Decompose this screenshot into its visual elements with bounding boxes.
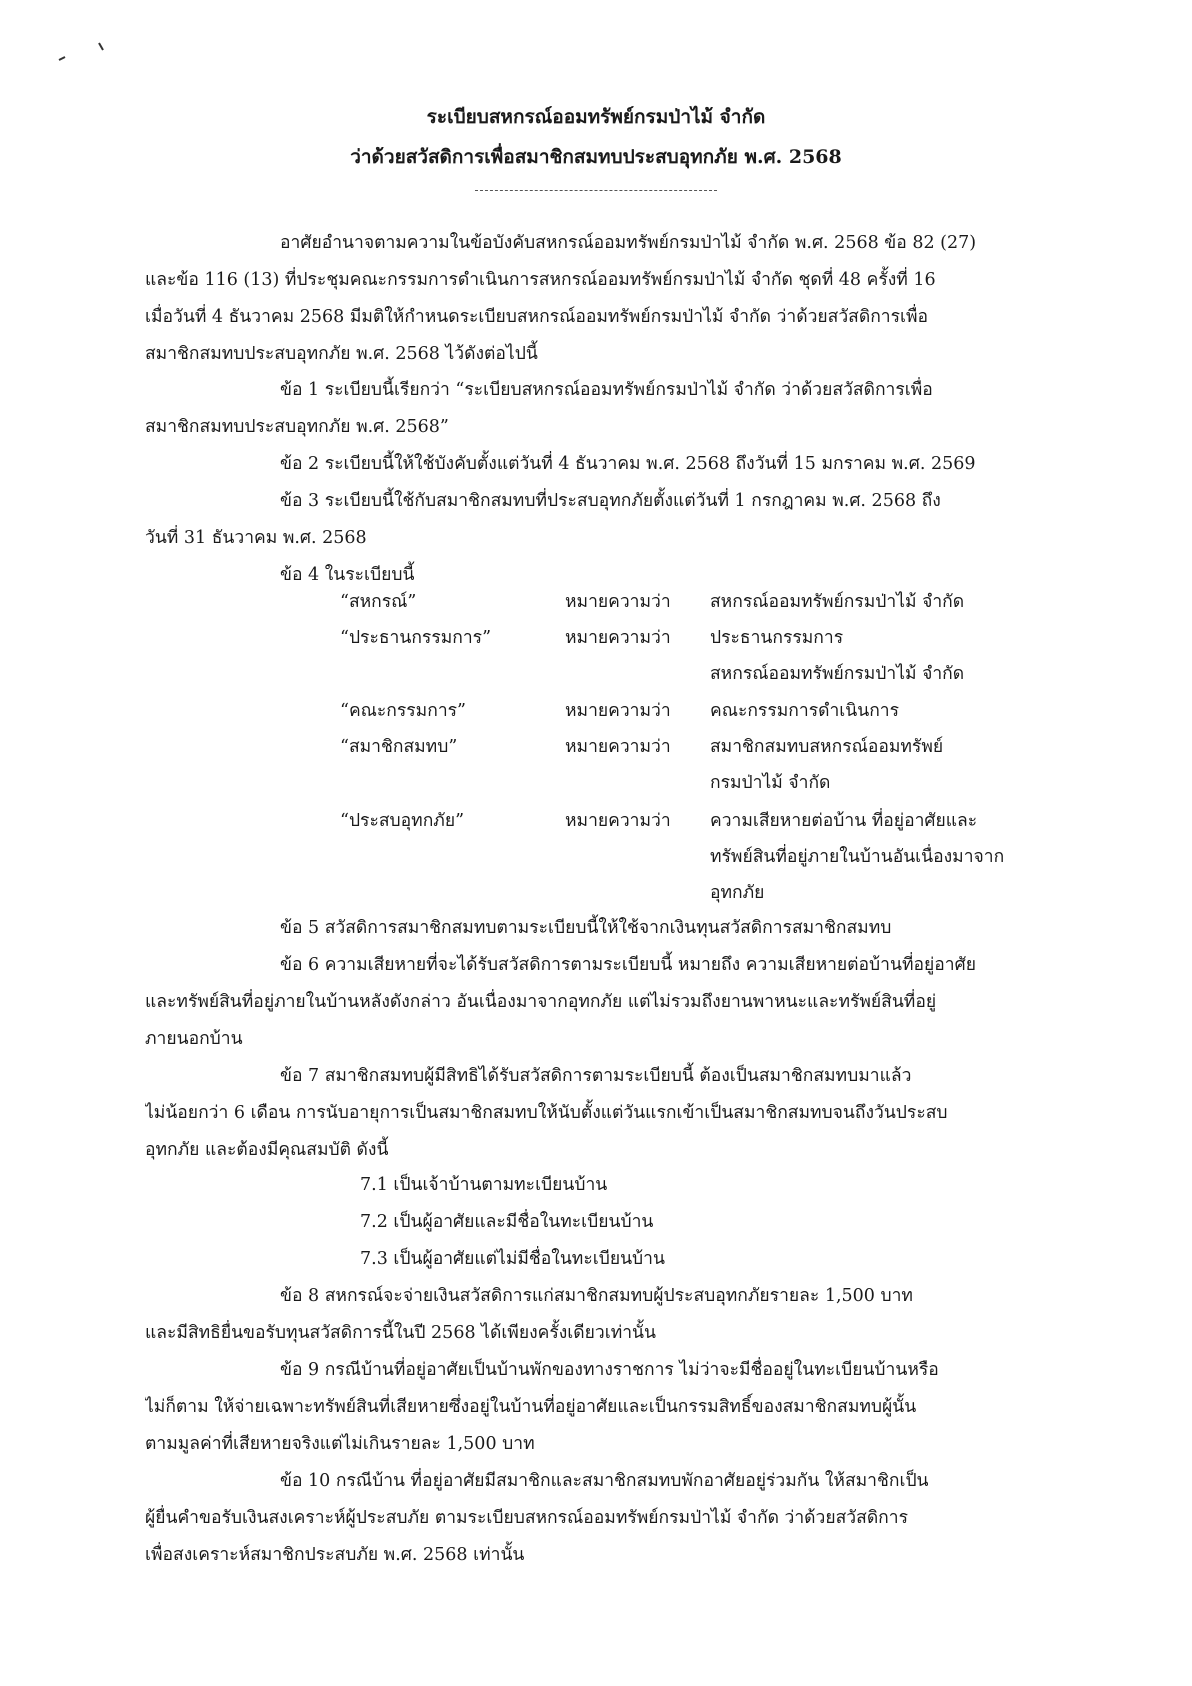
clause-line: วันที่ 31 ธันวาคม พ.ศ. 2568 (145, 528, 367, 548)
definition-means: หมายความว่า (565, 737, 671, 757)
clause-6 (145, 947, 1045, 1058)
definition-term: “สมาชิกสมทบ” (340, 737, 458, 757)
clause-9 (145, 1352, 1045, 1463)
clause-line: และมีสิทธิยื่นขอรับทุนสวัสดิการนี้ในปี 2568 ได้เพียงครั้งเดียวเท่านั้น (145, 1323, 656, 1343)
clause-line: ตามมูลค่าที่เสียหายจริงแต่ไม่เกินรายละ 1,500 บาท (145, 1434, 535, 1454)
clause-10 (145, 1463, 1045, 1574)
clause-line: ข้อ 10 กรณีบ้าน ที่อยู่อาศัยมีสมาชิกและสมาชิกสมทบพักอาศัยอยู่ร่วมกัน ให้สมาชิกเป็น (280, 1471, 929, 1491)
clause-7 (145, 1058, 1045, 1169)
clause-line: ข้อ 9 กรณีบ้านที่อยู่อาศัยเป็นบ้านพักของทางราชการ ไม่ว่าจะมีชื่ออยู่ในทะเบียนบ้านหรือ (280, 1360, 939, 1380)
clause-line: ข้อ 4 ในระเบียบนี้ (280, 565, 415, 585)
clause-line: สมาชิกสมทบประสบอุทกภัย พ.ศ. 2568” (145, 417, 449, 437)
preamble-line: และข้อ 116 (13) ที่ประชุมคณะกรรมการดำเนินการสหกรณ์ออมทรัพย์กรมป่าไม้ จำกัด ชุดที่ 48 ครั้งที่ 16 (145, 270, 936, 290)
clause-line: ข้อ 5 สวัสดิการสมาชิกสมทบตามระเบียบนี้ให้ใช้จากเงินทุนสวัสดิการสมาชิกสมทบ (280, 918, 892, 938)
clause-3 (145, 483, 1045, 557)
clause-5 (145, 910, 1045, 947)
definition-text: ความเสียหายต่อบ้าน ที่อยู่อาศัยและ ทรัพย์สินที่อยู่ภายในบ้านอันเนื่องมาจาก อุทกภัย (710, 811, 1005, 903)
clause-8 (145, 1278, 1045, 1352)
clause-7-item: 7.1 เป็นเจ้าบ้านตามทะเบียนบ้าน (360, 1175, 608, 1195)
title-divider (475, 190, 717, 191)
definition-term: “คณะกรรมการ” (340, 701, 466, 721)
clause-7-item: 7.2 เป็นผู้อาศัยและมีชื่อในทะเบียนบ้าน (360, 1212, 654, 1232)
clause-line: และทรัพย์สินที่อยู่ภายในบ้านหลังดังกล่าว อันเนื่องมาจากอุทกภัย แต่ไม่รวมถึงยานพาหนะและทรัพย์สินที่อยู่ (145, 992, 937, 1012)
clause-line: ข้อ 8 สหกรณ์จะจ่ายเงินสวัสดิการแก่สมาชิกสมทบผู้ประสบอุทกภัยรายละ 1,500 บาท (280, 1286, 913, 1306)
scan-mark-icon (55, 40, 125, 70)
clause-line: ภายนอกบ้าน (145, 1029, 243, 1049)
definition-term: “สหกรณ์” (340, 592, 417, 612)
preamble-line: เมื่อวันที่ 4 ธันวาคม 2568 มีมติให้กำหนดระเบียบสหกรณ์ออมทรัพย์กรมป่าไม้ จำกัด ว่าด้วยสวัสดิการเพื่อ (145, 307, 929, 327)
clause-line: ข้อ 6 ความเสียหายที่จะได้รับสวัสดิการตามระเบียบนี้ หมายถึง ความเสียหายต่อบ้านที่อยู่อาศัย (280, 955, 976, 975)
clause-line: ไม่ก็ตาม ให้จ่ายเฉพาะทรัพย์สินที่เสียหายซึ่งอยู่ในบ้านที่อยู่อาศัยและเป็นกรรมสิทธิ์ของสมาชิกสมทบผู้นั้น (145, 1397, 917, 1417)
clause-line: อุทกภัย และต้องมีคุณสมบัติ ดังนี้ (145, 1140, 389, 1160)
definition-text: ประธานกรรมการ สหกรณ์ออมทรัพย์กรมป่าไม้ จำกัด (710, 628, 965, 684)
clause-1 (145, 372, 1045, 446)
definition-text: สมาชิกสมทบสหกรณ์ออมทรัพย์ กรมป่าไม้ จำกัด (710, 737, 944, 793)
clause-line: เพื่อสงเคราะห์สมาชิกประสบภัย พ.ศ. 2568 เท่านั้น (145, 1545, 525, 1565)
preamble-line: อาศัยอำนาจตามความในข้อบังคับสหกรณ์ออมทรัพย์กรมป่าไม้ จำกัด พ.ศ. 2568 ข้อ 82 (27) (280, 233, 977, 253)
clause-line: ผู้ยื่นคำขอรับเงินสงเคราะห์ผู้ประสบภัย ตามระเบียบสหกรณ์ออมทรัพย์กรมป่าไม้ จำกัด ว่าด้วยสวัสดิการ (145, 1508, 909, 1528)
clause-line: ข้อ 7 สมาชิกสมทบผู้มีสิทธิได้รับสวัสดิการตามระเบียบนี้ ต้องเป็นสมาชิกสมทบมาแล้ว (280, 1066, 912, 1086)
definition-means: หมายความว่า (565, 628, 671, 648)
definition-text: คณะกรรมการดำเนินการ (710, 701, 900, 721)
preamble-line: สมาชิกสมทบประสบอุทกภัย พ.ศ. 2568 ไว้ดังต่อไปนี้ (145, 344, 538, 364)
clause-2 (145, 446, 1045, 483)
preamble (145, 225, 1045, 373)
definition-means: หมายความว่า (565, 592, 671, 612)
clause-line: ข้อ 3 ระเบียบนี้ใช้กับสมาชิกสมทบที่ประสบอุทกภัยตั้งแต่วันที่ 1 กรกฎาคม พ.ศ. 2568 ถึง (280, 491, 941, 511)
definition-text: สหกรณ์ออมทรัพย์กรมป่าไม้ จำกัด (710, 592, 965, 612)
clause-line: ข้อ 1 ระเบียบนี้เรียกว่า “ระเบียบสหกรณ์ออมทรัพย์กรมป่าไม้ จำกัด ว่าด้วยสวัสดิการเพื่อ (280, 380, 933, 400)
clause-line: ไม่น้อยกว่า 6 เดือน การนับอายุการเป็นสมาชิกสมทบให้นับตั้งแต่วันแรกเข้าเป็นสมาชิกสมทบจนถึงวันประสบ (145, 1103, 948, 1123)
definition-means: หมายความว่า (565, 811, 671, 831)
definition-means: หมายความว่า (565, 701, 671, 721)
document-subtitle: ว่าด้วยสวัสดิการเพื่อสมาชิกสมทบประสบอุทกภัย พ.ศ. 2568 (350, 146, 842, 168)
document-title: ระเบียบสหกรณ์ออมทรัพย์กรมป่าไม้ จำกัด (426, 106, 766, 128)
clause-line: ข้อ 2 ระเบียบนี้ให้ใช้บังคับตั้งแต่วันที่ 4 ธันวาคม พ.ศ. 2568 ถึงวันที่ 15 มกราคม พ.ศ. 2569 (280, 454, 976, 474)
definition-term: “ประสบอุทกภัย” (340, 811, 465, 831)
definition-term: “ประธานกรรมการ” (340, 628, 492, 648)
clause-7-item: 7.3 เป็นผู้อาศัยแต่ไม่มีชื่อในทะเบียนบ้าน (360, 1249, 665, 1269)
